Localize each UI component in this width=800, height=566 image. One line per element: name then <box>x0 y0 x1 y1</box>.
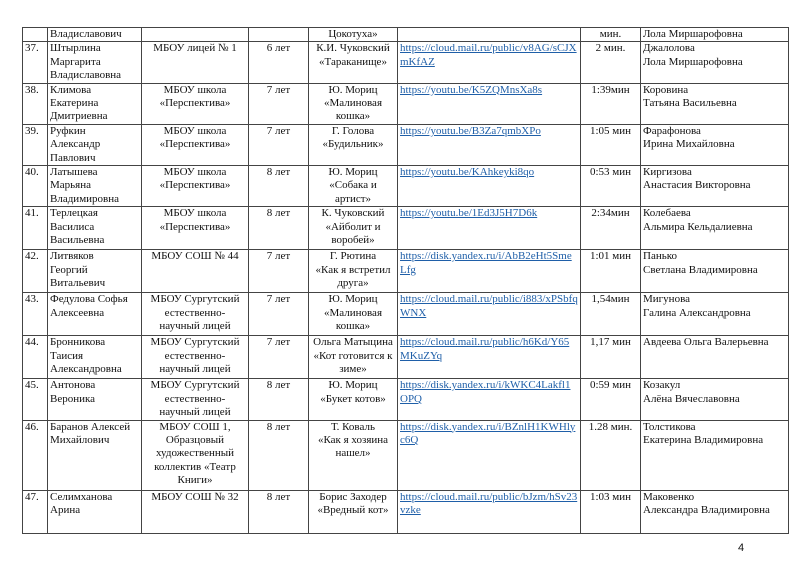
participant-name: Бронникова Таисия Александровна <box>50 336 122 376</box>
teacher-name: Джалолова Лола Миршарофовна <box>643 42 743 68</box>
row-number: 46. <box>25 420 39 433</box>
literary-work-cell <box>309 490 398 533</box>
row-number-cell <box>23 293 48 336</box>
teacher-name: Маковенко Александра Владимировна <box>643 490 770 516</box>
school-name: МБОУ школа «Перспектива» <box>159 83 231 110</box>
video-duration: 1:39мин <box>591 83 630 96</box>
video-link[interactable]: https://cloud.mail.ru/public/v8AG/sCJXmKfAZ <box>400 42 577 68</box>
literary-work: Т. Коваль «Как я хозяина нашел» <box>317 420 389 460</box>
school-name: МБОУ СОШ № 44 <box>151 250 239 263</box>
video-link-cell <box>398 250 581 293</box>
literary-work: Цокотуха» <box>328 28 378 40</box>
row-number-cell <box>23 83 48 124</box>
participant-age-cell <box>249 124 309 165</box>
row-number-cell <box>23 336 48 379</box>
literary-work-cell <box>309 83 398 124</box>
video-link-cell <box>398 124 581 165</box>
participant-age-cell <box>249 490 309 533</box>
literary-work: Г. Голова «Будильник» <box>322 124 384 151</box>
video-duration: 1,54мин <box>591 293 630 306</box>
participant-name: Антонова Вероника <box>50 379 96 405</box>
teacher-name: Лола Миршарофовна <box>643 28 743 40</box>
teacher-name: Толстикова Екатерина Владимировна <box>643 420 764 446</box>
table-row <box>23 42 789 83</box>
teacher-name-cell <box>641 293 789 336</box>
literary-work-cell <box>309 207 398 250</box>
participant-name-cell <box>48 124 142 165</box>
table-row <box>23 28 789 42</box>
participant-age-cell <box>249 42 309 83</box>
participant-name: Селимханова Арина <box>50 490 113 516</box>
participant-age: 8 лет <box>266 166 291 179</box>
video-link-cell <box>398 28 581 42</box>
teacher-name: Коровина Татьяна Васильевна <box>643 83 737 110</box>
video-duration: 2 мин. <box>595 42 626 55</box>
table-row <box>23 124 789 165</box>
video-link-cell <box>398 420 581 490</box>
video-link-cell <box>398 42 581 83</box>
school-name-cell <box>142 379 249 420</box>
participant-age-cell <box>249 28 309 42</box>
participant-name-cell <box>48 293 142 336</box>
teacher-name: Панько Светлана Владимировна <box>643 250 758 276</box>
row-number: 47. <box>25 490 39 503</box>
participant-name-cell <box>48 83 142 124</box>
row-number: 44. <box>25 336 39 349</box>
school-name: МБОУ школа «Перспектива» <box>159 124 231 151</box>
literary-work-cell <box>309 166 398 207</box>
video-link[interactable]: https://youtu.be/1Ed3J5H7D6k <box>400 207 538 220</box>
video-duration: 0:59 мин <box>589 379 632 392</box>
row-number: 40. <box>25 166 39 179</box>
video-duration-cell <box>581 293 641 336</box>
row-number: 45. <box>25 379 39 392</box>
literary-work-cell <box>309 379 398 420</box>
literary-work: Борис Заходер «Вредный кот» <box>317 490 389 516</box>
table-row <box>23 166 789 207</box>
school-name-cell <box>142 490 249 533</box>
page-number: 4 <box>738 542 745 554</box>
participant-age-cell <box>249 83 309 124</box>
video-duration-cell <box>581 490 641 533</box>
video-link[interactable]: https://youtu.be/KAhkeyki8qo <box>400 166 535 179</box>
teacher-name: Киргизова Анастасия Викторовна <box>643 166 751 192</box>
school-name-cell <box>142 250 249 293</box>
literary-work: Ольга Матыцина «Кот готовится к зиме» <box>313 336 393 376</box>
row-number: 43. <box>25 293 39 306</box>
row-number-cell <box>23 379 48 420</box>
row-number: 37. <box>25 42 39 55</box>
teacher-name-cell <box>641 42 789 83</box>
video-duration: 2:34мин <box>591 207 630 220</box>
school-name: МБОУ Сургутский естественно- научный лицей <box>150 379 240 419</box>
row-number-cell <box>23 420 48 490</box>
video-link[interactable]: https://youtu.be/B3Za7qmbXPo <box>400 124 541 137</box>
table-row <box>23 379 789 420</box>
teacher-name-cell <box>641 379 789 420</box>
video-duration: 1:03 мин <box>589 490 632 503</box>
video-duration-cell <box>581 166 641 207</box>
participant-name-cell <box>48 42 142 83</box>
video-link-cell <box>398 336 581 379</box>
table-row <box>23 83 789 124</box>
literary-work: Ю. Мориц «Собака и артист» <box>328 166 378 205</box>
participant-name-cell <box>48 336 142 379</box>
video-link[interactable]: https://disk.yandex.ru/i/kWKC4Lakfl1OPQ <box>400 379 571 405</box>
participant-age: 6 лет <box>266 42 291 55</box>
video-link[interactable]: https://youtu.be/K5ZQMnsXa8s <box>400 83 543 96</box>
row-number-cell <box>23 28 48 42</box>
participant-name-cell <box>48 420 142 490</box>
table-row <box>23 336 789 379</box>
teacher-name-cell <box>641 250 789 293</box>
video-duration-cell <box>581 124 641 165</box>
participant-age: 8 лет <box>266 490 291 503</box>
video-link[interactable]: https://disk.yandex.ru/i/AbB2eHt5SmeLfg <box>400 250 572 276</box>
video-link[interactable]: https://cloud.mail.ru/public/bJzm/hSv23vzke <box>400 490 578 516</box>
participant-age: 7 лет <box>266 336 291 349</box>
video-link-cell <box>398 293 581 336</box>
participant-name: Штырлина Маргарита Владиславовна <box>50 42 122 82</box>
table-row <box>23 293 789 336</box>
literary-work: Г. Рютина «Как я встретил друга» <box>315 250 391 290</box>
literary-work: Ю. Мориц «Букет котов» <box>320 379 386 405</box>
participant-name: Владиславович <box>50 28 122 40</box>
row-number-cell <box>23 124 48 165</box>
video-duration-cell <box>581 379 641 420</box>
video-duration-cell <box>581 250 641 293</box>
row-number: 42. <box>25 250 39 263</box>
participant-name: Баранов Алексей Михайлович <box>50 420 131 446</box>
participant-name: Латышева Марьяна Владимировна <box>50 166 120 205</box>
participant-name-cell <box>48 166 142 207</box>
participant-age-cell <box>249 336 309 379</box>
literary-work: К. Чуковский «Айболит и воробей» <box>321 207 385 247</box>
teacher-name: Козакул Алёна Вячеславовна <box>643 379 740 405</box>
video-duration-cell <box>581 42 641 83</box>
teacher-name: Фарафонова Ирина Михайловна <box>643 124 735 151</box>
video-link[interactable]: https://cloud.mail.ru/public/i883/xPSbfqWNX <box>400 293 578 319</box>
participant-age-cell <box>249 293 309 336</box>
teacher-name-cell <box>641 490 789 533</box>
participant-age: 7 лет <box>266 250 291 263</box>
table-row <box>23 207 789 250</box>
video-duration: 0:53 мин <box>589 166 632 179</box>
school-name: МБОУ Сургутский естественно- научный лицей <box>150 293 240 333</box>
school-name-cell <box>142 166 249 207</box>
participant-name-cell <box>48 490 142 533</box>
video-duration-cell <box>581 83 641 124</box>
participant-name-cell <box>48 379 142 420</box>
participant-name-cell <box>48 250 142 293</box>
teacher-name-cell <box>641 124 789 165</box>
school-name-cell <box>142 336 249 379</box>
teacher-name-cell <box>641 166 789 207</box>
literary-work: Ю. Мориц «Малиновая кошка» <box>323 83 382 123</box>
participant-age-cell <box>249 207 309 250</box>
teacher-name: Авдеева Ольга Валерьевна <box>643 336 769 349</box>
school-name-cell <box>142 420 249 490</box>
participant-age-cell <box>249 379 309 420</box>
row-number-cell <box>23 250 48 293</box>
row-number: 39. <box>25 124 39 137</box>
participant-age: 7 лет <box>266 83 291 96</box>
video-duration: мин. <box>599 28 622 40</box>
school-name: МБОУ СОШ № 32 <box>151 490 239 503</box>
teacher-name-cell <box>641 83 789 124</box>
participant-age-cell <box>249 166 309 207</box>
participant-age: 7 лет <box>266 124 291 137</box>
school-name-cell <box>142 42 249 83</box>
video-duration: 1:01 мин <box>589 250 632 263</box>
participant-age-cell <box>249 420 309 490</box>
video-link-cell <box>398 379 581 420</box>
row-number-cell <box>23 166 48 207</box>
video-duration: 1:05 мин <box>589 124 632 137</box>
table-row <box>23 250 789 293</box>
video-link-cell <box>398 490 581 533</box>
school-name-cell <box>142 83 249 124</box>
participant-age-cell <box>249 250 309 293</box>
table-row <box>23 420 789 490</box>
school-name: МБОУ школа «Перспектива» <box>159 207 231 233</box>
participant-age: 8 лет <box>266 379 291 392</box>
literary-work-cell <box>309 293 398 336</box>
teacher-name-cell <box>641 420 789 490</box>
video-duration-cell <box>581 336 641 379</box>
literary-work-cell <box>309 42 398 83</box>
video-duration: 1,17 мин <box>590 336 631 349</box>
video-link[interactable]: https://disk.yandex.ru/i/BZnlH1KWHlyc6Q <box>400 420 576 446</box>
school-name: МБОУ лицей № 1 <box>153 42 237 55</box>
participant-name: Федулова Софья Алексеевна <box>50 293 128 319</box>
teacher-name: Колебаева Альмира Кельдалиевна <box>643 207 753 233</box>
row-number: 41. <box>25 207 39 220</box>
video-link-cell <box>398 166 581 207</box>
literary-work-cell <box>309 250 398 293</box>
participant-name: Руфкин Александр Павлович <box>50 124 101 164</box>
participant-age: 7 лет <box>266 293 291 306</box>
row-number-cell <box>23 207 48 250</box>
row-number-cell <box>23 490 48 533</box>
literary-work: К.И. Чуковский «Тараканище» <box>316 42 390 68</box>
participant-name: Литвяков Георгий Витальевич <box>50 250 106 290</box>
participant-name-cell <box>48 207 142 250</box>
participant-name: Климова Екатерина Дмитриевна <box>50 83 108 123</box>
literary-work-cell <box>309 420 398 490</box>
teacher-name-cell <box>641 28 789 42</box>
participant-name-cell <box>48 28 142 42</box>
participants-table <box>22 27 789 534</box>
video-duration-cell <box>581 28 641 42</box>
video-duration-cell <box>581 420 641 490</box>
row-number: 38. <box>25 83 39 96</box>
participant-age: 8 лет <box>266 420 291 433</box>
video-link-cell <box>398 83 581 124</box>
school-name-cell <box>142 207 249 250</box>
literary-work: Ю. Мориц «Малиновая кошка» <box>323 293 382 333</box>
school-name: МБОУ Сургутский естественно- научный лицей <box>150 336 240 376</box>
literary-work-cell <box>309 28 398 42</box>
teacher-name: Мигунова Галина Александровна <box>643 293 751 319</box>
school-name-cell <box>142 124 249 165</box>
video-link[interactable]: https://cloud.mail.ru/public/h6Kd/Y65MKuZYq <box>400 336 570 362</box>
participant-age: 8 лет <box>266 207 291 220</box>
video-duration: 1.28 мин. <box>588 420 633 433</box>
video-link-cell <box>398 207 581 250</box>
teacher-name-cell <box>641 336 789 379</box>
video-duration-cell <box>581 207 641 250</box>
row-number-cell <box>23 42 48 83</box>
teacher-name-cell <box>641 207 789 250</box>
participant-name: Терлецкая Василиса Васильевна <box>50 207 105 247</box>
literary-work-cell <box>309 124 398 165</box>
table-row <box>23 490 789 533</box>
school-name: МБОУ СОШ 1, Образцовый художественный коллектив «Театр Книги» <box>154 420 236 487</box>
school-name-cell <box>142 293 249 336</box>
school-name-cell <box>142 28 249 42</box>
literary-work-cell <box>309 336 398 379</box>
school-name: МБОУ школа «Перспектива» <box>159 166 231 192</box>
